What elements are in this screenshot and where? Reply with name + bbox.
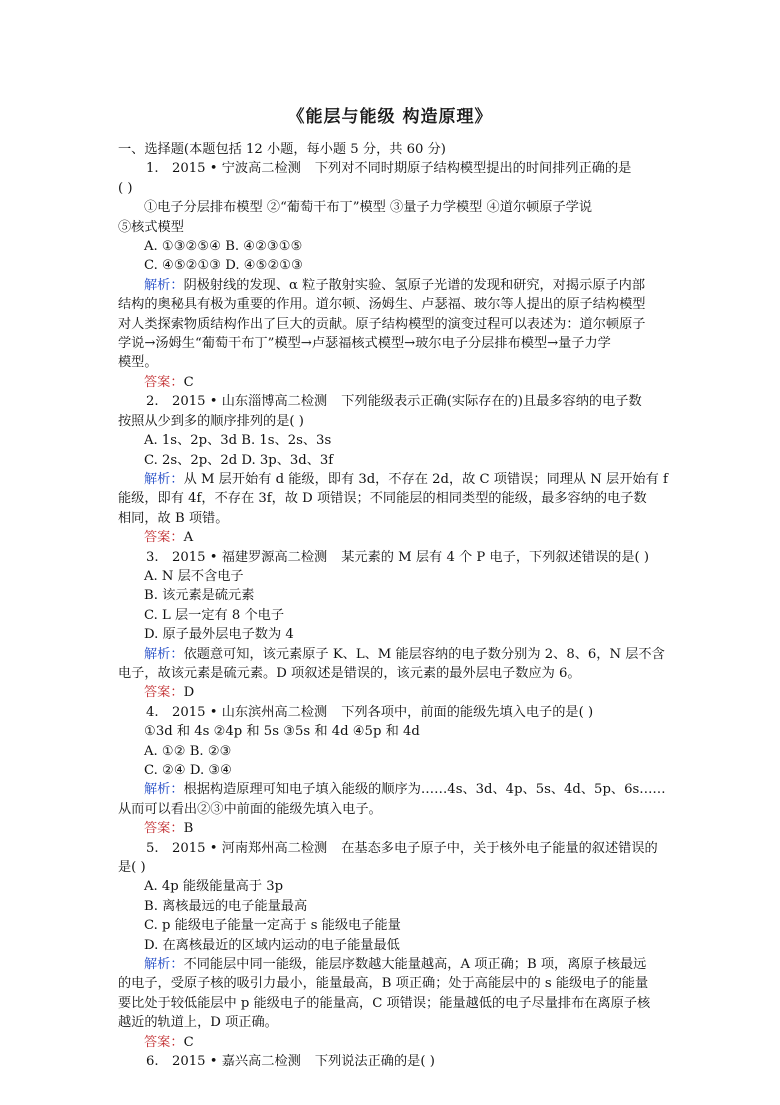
page-title: 《能层与能级 构造原理》 xyxy=(287,107,493,127)
answer-value: D xyxy=(183,685,195,701)
option-line: C. L 层一定有 8 个电子 xyxy=(144,607,285,623)
option-line: A. 1s、2p、3d B. 1s、2s、3s xyxy=(144,433,332,449)
question-1-stem xyxy=(118,159,678,178)
question-text: 下列说法正确的是( ) xyxy=(314,1054,435,1070)
question-3-stem xyxy=(118,548,678,567)
analysis-label: 解析： xyxy=(144,782,184,798)
option-line: A. ①② B. ②③ xyxy=(144,743,232,759)
question-5-stem xyxy=(118,839,678,858)
question-text-cont: 按照从少到多的顺序排列的是( ) xyxy=(118,413,304,429)
analysis-text: 从 M 层开始有 d 能级，即有 3d，不存在 2d，故 C 项错误；同理从 N 层开始有 f xyxy=(183,471,668,487)
analysis-line: 结构的奥秘具有极为重要的作用。道尔顿、汤姆生、卢瑟福、玻尔等人提出的原子结构模型 xyxy=(118,297,646,313)
analysis-text: 依题意可知，该元素原子 K、L、M 能层容纳的电子数分别为 2、8、6，N 层不含 xyxy=(183,646,665,662)
analysis-line xyxy=(118,470,678,489)
question-4-stem xyxy=(118,703,678,722)
analysis-line xyxy=(118,645,678,664)
analysis-text: 阴极射线的发现、α 粒子散射实验、氢原子光谱的发现和研究，对揭示原子内部 xyxy=(183,277,646,293)
option-line: D. 原子最外层电子数为 4 xyxy=(144,627,294,643)
question-source: 2015 • 福建罗源高二检测 xyxy=(172,549,328,565)
analysis-line: 学说→汤姆生“葡萄干布丁”模型→卢瑟福核式模型→玻尔电子分层排布模型→量子力学 xyxy=(118,336,611,352)
analysis-line: 越近的轨道上，D 项正确。 xyxy=(118,1015,278,1031)
analysis-line: 能级，即有 4f，不存在 3f，故 D 项错误；不同能层的相同类型的能级，最多容纳的电子数 xyxy=(118,491,647,507)
answer-label: 答案： xyxy=(144,1034,184,1050)
analysis-text: 根据构造原理可知电子填入能级的顺序为……4s、3d、4p、5s、4d、5p、6s…… xyxy=(183,782,666,798)
question-2-stem xyxy=(118,392,678,411)
question-number: 1. xyxy=(146,161,159,177)
analysis-line xyxy=(118,276,678,295)
question-number: 3. xyxy=(146,549,159,565)
analysis-line: 要比处于较低能层中 p 能级电子的能量高，C 项错误；能量越低的电子尽量排布在离原子核 xyxy=(118,995,651,1011)
question-source: 2015 • 宁波高二检测 xyxy=(172,161,301,177)
analysis-label: 解析： xyxy=(144,646,184,662)
option-line: A. N 层不含电子 xyxy=(144,568,244,584)
question-source: 2015 • 河南郑州高二检测 xyxy=(172,840,328,856)
question-items: ①电子分层排布模型 ②“葡萄干布丁”模型 ③量子力学模型 ④道尔顿原子学说 xyxy=(144,200,593,216)
answer-value: B xyxy=(183,821,194,837)
question-number: 2. xyxy=(146,394,159,410)
question-number: 5. xyxy=(146,840,159,856)
option-line: C. p 能级电子能量一定高于 s 能级电子能量 xyxy=(144,918,401,934)
option-line: C. ②④ D. ③④ xyxy=(144,763,232,778)
answer-label: 答案： xyxy=(144,530,184,546)
question-number: 6. xyxy=(146,1054,159,1070)
answer-paren: ( ) xyxy=(118,180,133,196)
question-items-cont: ⑤核式模型 xyxy=(118,219,184,235)
answer-value: C xyxy=(183,1034,194,1050)
question-number: 4. xyxy=(146,704,159,720)
question-text-cont: 是( ) xyxy=(118,860,146,876)
analysis-label: 解析： xyxy=(144,957,184,973)
question-items: ①3d 和 4s ②4p 和 5s ③5s 和 4d ④5p 和 4d xyxy=(144,724,420,740)
question-text: 下列对不同时期原子结构模型提出的时间排列正确的是 xyxy=(314,161,632,177)
answer-label: 答案： xyxy=(144,821,184,837)
analysis-line: 相同，故 B 项错。 xyxy=(118,510,229,526)
analysis-line: 的电子，受原子核的吸引力最小，能量最高，B 项正确；处于高能层中的 s 能级电子的能量 xyxy=(118,976,649,992)
answer-line xyxy=(118,1033,678,1052)
question-text: 下列能级表示正确(实际存在的)且最多容纳的电子数 xyxy=(341,394,642,410)
option-line: B. 该元素是硫元素 xyxy=(144,588,255,604)
option-line: A. ①③②⑤④ B. ④②③①⑤ xyxy=(144,239,303,255)
option-line: B. 离核最远的电子能量最高 xyxy=(144,898,308,914)
answer-label: 答案： xyxy=(144,685,184,701)
question-text: 在基态多电子原子中，关于核外电子能量的叙述错误的 xyxy=(341,840,658,856)
analysis-line: 从而可以看出②③中前面的能级先填入电子。 xyxy=(118,801,382,817)
analysis-line xyxy=(118,780,678,799)
question-text: 某元素的 M 层有 4 个 P 电子，下列叙述错误的是( ) xyxy=(341,549,650,565)
analysis-line: 模型。 xyxy=(118,355,158,371)
document-body xyxy=(118,140,678,1072)
option-line: C. ④⑤②①③ D. ④⑤②①③ xyxy=(144,258,303,274)
answer-value: C xyxy=(183,374,194,390)
answer-value: A xyxy=(183,530,194,546)
analysis-line xyxy=(118,955,678,974)
analysis-label: 解析： xyxy=(144,277,184,293)
answer-line xyxy=(118,683,678,702)
analysis-label: 解析： xyxy=(144,471,184,487)
answer-label: 答案： xyxy=(144,374,184,390)
question-source: 2015 • 山东滨州高二检测 xyxy=(172,704,328,720)
analysis-line: 电子，故该元素是硫元素。D 项叙述是错误的，该元素的最外层电子数应为 6。 xyxy=(118,665,581,681)
option-line: D. 在离核最近的区域内运动的电子能量最低 xyxy=(144,937,400,953)
analysis-text: 不同能层中同一能级，能层序数越大能量越高，A 项正确；B 项，离原子核最远 xyxy=(183,957,647,973)
section-header: 一、选择题(本题包括 12 小题，每小题 5 分，共 60 分) xyxy=(118,142,446,157)
analysis-line: 对人类探索物质结构作出了巨大的贡献。原子结构模型的演变过程可以表述为：道尔顿原子 xyxy=(118,316,646,332)
question-source: 2015 • 嘉兴高二检测 xyxy=(172,1054,301,1070)
option-line: C. 2s、2p、2d D. 3p、3d、3f xyxy=(144,452,334,468)
answer-line xyxy=(118,373,678,392)
question-source: 2015 • 山东淄博高二检测 xyxy=(172,394,328,410)
answer-line xyxy=(118,528,678,547)
answer-line xyxy=(118,819,678,838)
question-text: 下列各项中，前面的能级先填入电子的是( ) xyxy=(341,704,594,720)
question-6-stem xyxy=(118,1052,678,1071)
option-line: A. 4p 能级能量高于 3p xyxy=(144,879,284,895)
